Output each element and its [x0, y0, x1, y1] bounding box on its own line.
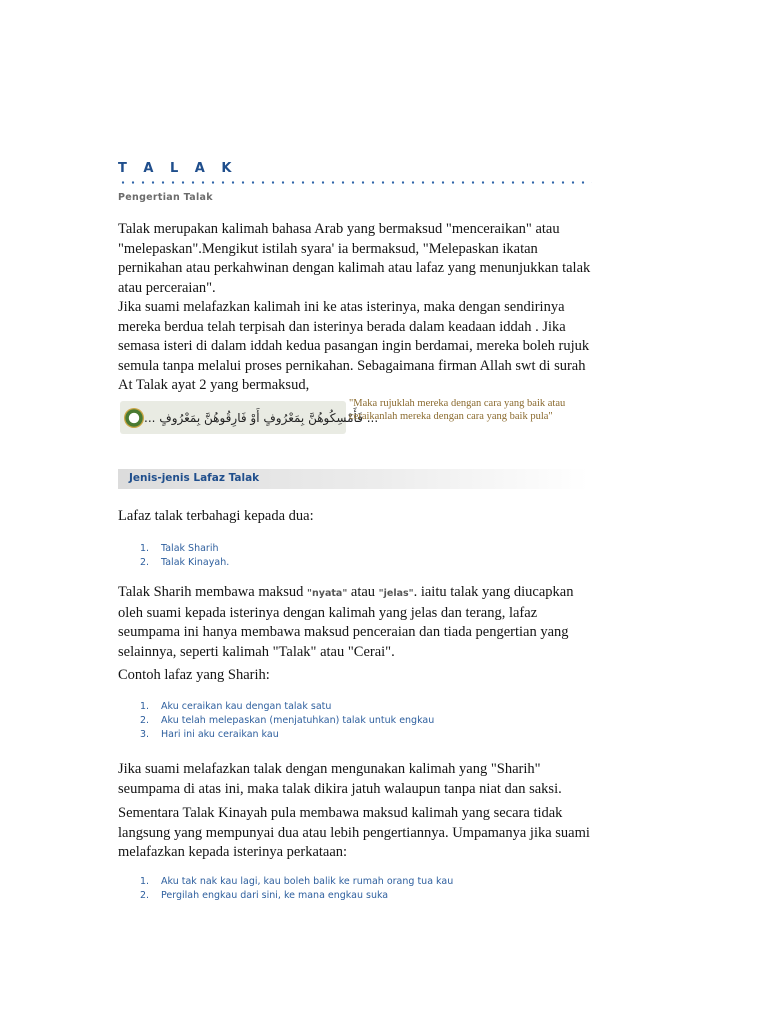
paragraph-sharih: Talak Sharih membawa maksud "nyata" atau "jelas". iaitu talak yang diucapkan oleh suami kepada isterinya dengan kalimah yang jelas dan terang, lafaz seumpama ini hanya membawa maksud penceraian dan tiada pengertian yang selainnya, seperti kalimah "Talak" atau "Cerai". [118, 584, 574, 660]
paragraph-contoh: Contoh lafaz yang Sharih: [118, 667, 270, 683]
paragraph-lafaz: Lafaz talak terbahagi kepada dua: [118, 508, 314, 524]
list-item: 2. Talak Kinayah. [140, 557, 230, 568]
list-item: 1. Aku tak nak kau lagi, kau boleh balik ke rumah orang tua kau [140, 876, 454, 887]
verse-translation: "Maka rujuklah mereka dengan cara yang baik atau ceraikanlah mereka dengan cara yang baik pula" [349, 398, 566, 422]
list-item: 1. Talak Sharih [140, 543, 219, 554]
list-item: 3. Hari ini aku ceraikan kau [140, 729, 279, 740]
term-jelas: "jelas" [378, 588, 414, 599]
page-title: T A L A K [118, 161, 238, 176]
quran-verse-image [120, 401, 379, 434]
section-header-bar [118, 469, 588, 489]
dotted-divider [118, 181, 592, 184]
list-item: 2. Pergilah engkau dari sini, ke mana engkau suka [140, 890, 389, 901]
list-kinayah-examples [140, 875, 453, 903]
paragraph-definition: Talak merupakan kalimah bahasa Arab yang bermaksud "menceraikan" atau "melepaskan".Mengikut istilah syara' ia bermaksud, "Melepaskan ikatan pernikahan atau perkahwinan dengan kalimah atau lafaz yang menunjukkan talak atau perceraian". [118, 221, 591, 296]
list-item: 1. Aku ceraikan kau dengan talak satu [140, 701, 332, 712]
paragraph-jatuh: Jika suami melafazkan talak dengan mengunakan kalimah yang "Sharih" seumpama di atas ini, maka talak dikira jatuh walaupun tanpa niat dan saksi. [118, 761, 562, 797]
list-item: 2. Aku telah melepaskan (menjatuhkan) talak untuk engkau [140, 715, 435, 726]
paragraph-kinayah: Sementara Talak Kinayah pula membawa maksud kalimah yang secara tidak langsung yang mempunyai dua atau lebih pengertiannya. Umpamanya jika suami melafazkan kepada isterinya perkataan: [118, 805, 590, 860]
term-nyata: "nyata" [307, 588, 348, 599]
verse-ornament-icon [124, 408, 144, 428]
arabic-verse: ... فَأَمْسِكُوهُنَّ بِمَعْرُوفٍ أَوْ فَارِقُوهُنَّ بِمَعْرُوفٍ ... [144, 410, 379, 425]
list-sharih-examples [140, 700, 434, 742]
section-subtitle: Pengertian Talak [118, 192, 213, 203]
list-talak-types [140, 542, 229, 570]
paragraph-iddah: Jika suami melafazkan kalimah ini ke atas isterinya, maka dengan sendirinya mereka berdua telah terpisah dan isterinya berada dalam keadaan iddah . Jika semasa isteri di dalam iddah kedua pasangan ingin berdamai, mereka boleh rujuk semula tanpa melalui proses pernikahan. Sebagaimana firman Allah swt di surah At Talak ayat 2 yang bermaksud, [118, 299, 590, 393]
section-header-label: Jenis-jenis Lafaz Talak [129, 472, 260, 484]
